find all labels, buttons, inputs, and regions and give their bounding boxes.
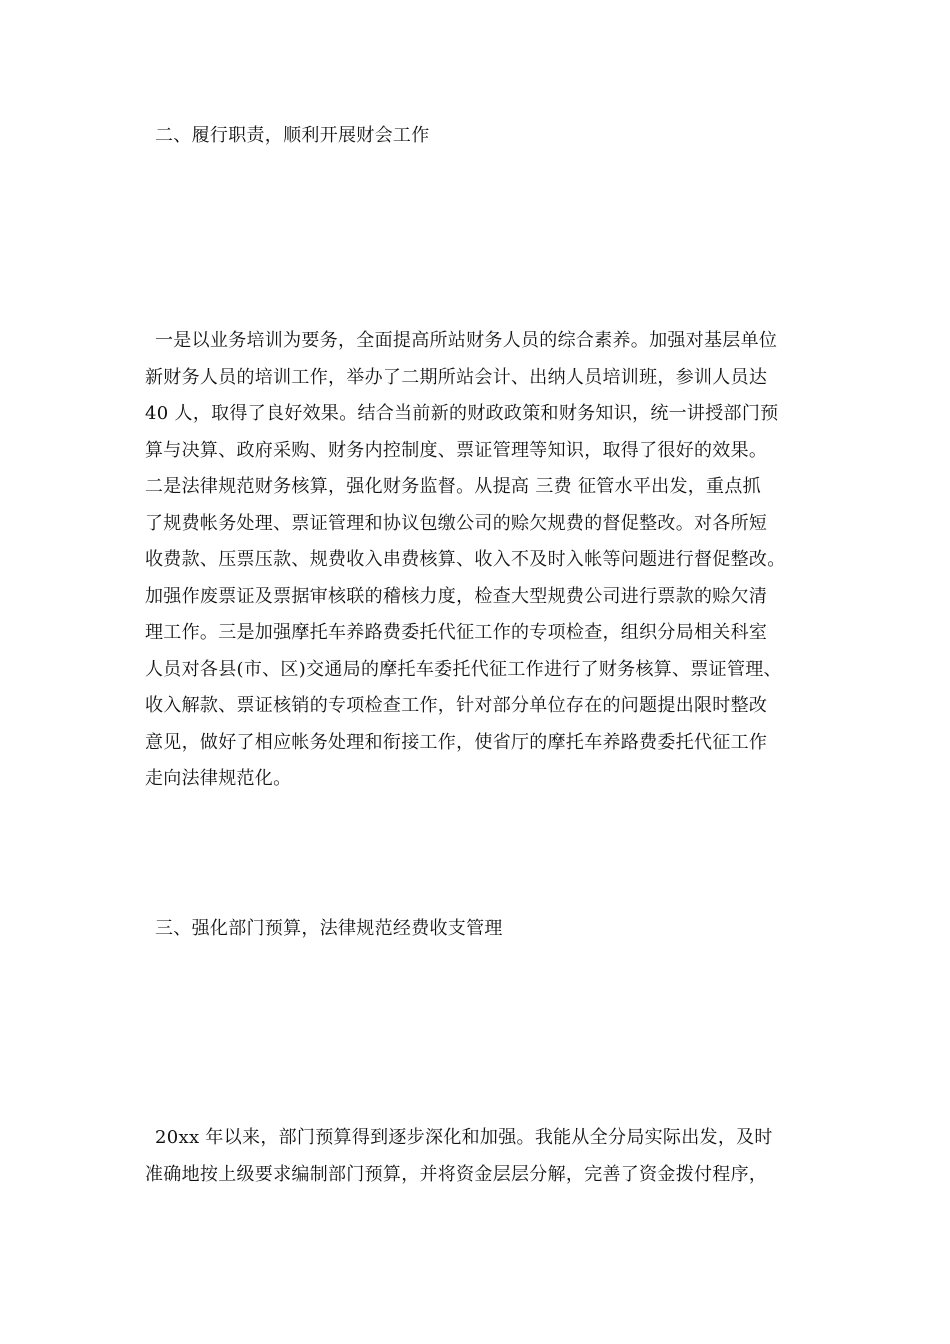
paragraph-line: 人员对各县(市、区)交通局的摩托车委托代征工作进行了财务核算、票证管理、 (145, 658, 782, 680)
section-heading-2: 二、履行职责，顺利开展财会工作 (155, 125, 430, 146)
paragraph-line: 40 人，取得了良好效果。结合当前新的财政政策和财务知识，统一讲授部门预 (145, 403, 779, 424)
paragraph-line: 收入解款、票证核销的专项检查工作，针对部分单位存在的问题提出限时整改 (145, 695, 768, 716)
paragraph-line: 理工作。三是加强摩托车养路费委托代征工作的专项检查，组织分局相关科室 (145, 622, 768, 643)
paragraph-line: 一是以业务培训为要务，全面提高所站财务人员的综合素养。加强对基层单位 (155, 330, 778, 351)
section-3-paragraph (145, 1120, 815, 1193)
paragraph-line: 了规费帐务处理、票证管理和协议包缴公司的赊欠规费的督促整改。对各所短 (145, 512, 768, 534)
paragraph-line: 算与决算、政府采购、财务内控制度、票证管理等知识，取得了很好的效果。 (145, 439, 768, 461)
paragraph-line: 走向法律规范化。 (145, 768, 292, 789)
section-2-paragraph (145, 323, 815, 798)
paragraph-line: 新财务人员的培训工作，举办了二期所站会计、出纳人员培训班，参训人员达 (145, 366, 768, 388)
paragraph-line: 收费款、压票压款、规费收入串费核算、收入不及时入帐等问题进行督促整改。 (145, 549, 786, 570)
paragraph-line: 意见，做好了相应帐务处理和衔接工作，使省厅的摩托车养路费委托代征工作 (145, 731, 768, 753)
paragraph-line: 准确地按上级要求编制部门预算，并将资金层层分解，完善了资金拨付程序， (145, 1163, 768, 1185)
paragraph-line: 加强作废票证及票据审核联的稽核力度，检查大型规费公司进行票款的赊欠清 (145, 585, 768, 607)
paragraph-line: 20xx 年以来，部门预算得到逐步深化和加强。我能从全分局实际出发，及时 (155, 1127, 773, 1148)
paragraph-line: 二是法律规范财务核算，强化财务监督。从提高 三费 征管水平出发，重点抓 (145, 476, 761, 497)
section-heading-3: 三、强化部门预算，法律规范经费收支管理 (155, 918, 503, 939)
